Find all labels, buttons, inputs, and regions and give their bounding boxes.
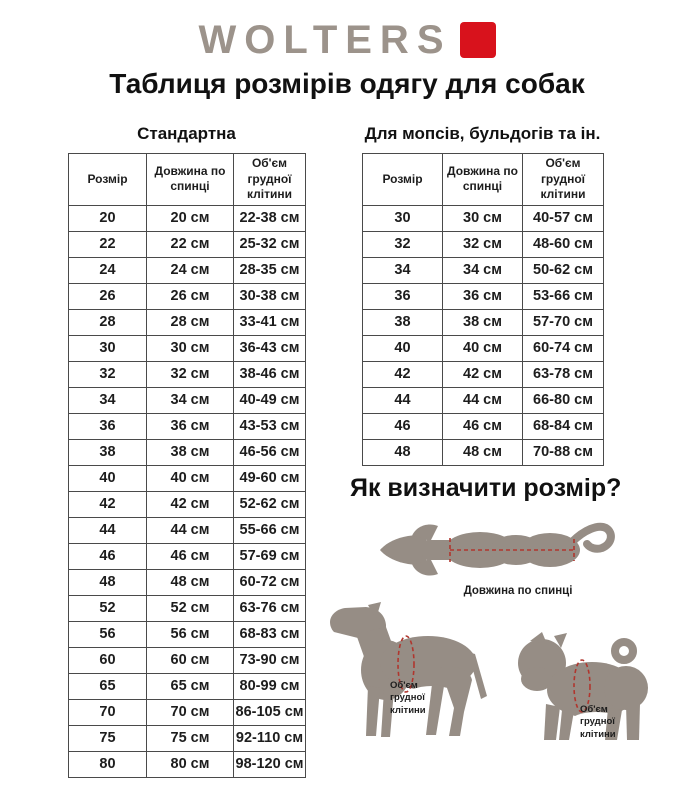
table-cell: 80 см xyxy=(147,751,234,777)
column-header-size: Розмір xyxy=(69,154,147,206)
table-cell: 20 см xyxy=(147,205,234,231)
table-cell: 38 см xyxy=(147,439,234,465)
table-row xyxy=(363,283,604,309)
table-row xyxy=(363,387,604,413)
chest-girth-label: Об'єм грудної клітини xyxy=(390,680,426,716)
table-cell: 36 xyxy=(69,413,147,439)
table-cell: 22 см xyxy=(147,231,234,257)
table-cell: 73-90 см xyxy=(234,647,306,673)
table-row xyxy=(69,621,306,647)
table-cell: 38 xyxy=(69,439,147,465)
table-cell: 42 xyxy=(69,491,147,517)
chest-girth-label: Об'єм грудної клітини xyxy=(580,704,616,740)
table-cell: 26 xyxy=(69,283,147,309)
table-cell: 28-35 см xyxy=(234,257,306,283)
table-cell: 80 xyxy=(69,751,147,777)
table-cell: 30 xyxy=(69,335,147,361)
table-cell: 86-105 см xyxy=(234,699,306,725)
table-cell: 70 xyxy=(69,699,147,725)
table-cell: 70 см xyxy=(147,699,234,725)
table-cell: 63-76 см xyxy=(234,595,306,621)
table-cell: 57-69 см xyxy=(234,543,306,569)
table-row xyxy=(69,491,306,517)
table-cell: 40-57 см xyxy=(523,205,604,231)
table-cell: 44 см xyxy=(443,387,523,413)
page-title: Таблиця розмірів одягу для собак xyxy=(109,68,585,99)
table-cell: 60-74 см xyxy=(523,335,604,361)
table-cell: 32 xyxy=(69,361,147,387)
brand-logo xyxy=(0,16,694,64)
table-cell: 53-66 см xyxy=(523,283,604,309)
standard-size-table xyxy=(68,153,306,778)
standard-table-caption: Стандартна xyxy=(137,124,236,143)
standard-size-table-section xyxy=(68,124,305,778)
table-cell: 20 xyxy=(69,205,147,231)
column-header-chest-girth: Об'єм грудної клітини xyxy=(523,154,604,206)
column-header-back-length: Довжина по спинці xyxy=(443,154,523,206)
table-cell: 57-70 см xyxy=(523,309,604,335)
column-header-back-length: Довжина по спинці xyxy=(147,154,234,206)
table-row xyxy=(363,361,604,387)
table-row xyxy=(69,387,306,413)
table-row xyxy=(363,335,604,361)
table-row xyxy=(69,673,306,699)
dog-top-view-icon xyxy=(378,518,618,582)
table-cell: 33-41 см xyxy=(234,309,306,335)
table-row xyxy=(69,595,306,621)
table-cell: 36 xyxy=(363,283,443,309)
table-row xyxy=(363,257,604,283)
table-cell: 38-46 см xyxy=(234,361,306,387)
logo-wordmark: WOLTERS xyxy=(198,18,452,62)
table-cell: 48 см xyxy=(147,569,234,595)
table-cell: 75 xyxy=(69,725,147,751)
table-cell: 49-60 см xyxy=(234,465,306,491)
table-cell: 46 xyxy=(363,413,443,439)
table-row xyxy=(69,569,306,595)
table-cell: 44 xyxy=(363,387,443,413)
table-cell: 52 см xyxy=(147,595,234,621)
table-row xyxy=(69,465,306,491)
table-cell: 63-78 см xyxy=(523,361,604,387)
table-cell: 46 см xyxy=(443,413,523,439)
table-cell: 52-62 см xyxy=(234,491,306,517)
table-cell: 22-38 см xyxy=(234,205,306,231)
table-cell: 24 см xyxy=(147,257,234,283)
table-cell: 40 см xyxy=(443,335,523,361)
table-row xyxy=(363,205,604,231)
table-row xyxy=(69,257,306,283)
table-cell: 34 см xyxy=(443,257,523,283)
table-cell: 92-110 см xyxy=(234,725,306,751)
table-cell: 98-120 см xyxy=(234,751,306,777)
table-row xyxy=(69,725,306,751)
pug-bulldog-size-table-section xyxy=(362,124,603,466)
table-row xyxy=(69,543,306,569)
table-cell: 44 см xyxy=(147,517,234,543)
table-cell: 38 xyxy=(363,309,443,335)
table-cell: 32 см xyxy=(443,231,523,257)
dog-side-view-illustration xyxy=(328,602,488,742)
table-cell: 56 см xyxy=(147,621,234,647)
table-cell: 32 см xyxy=(147,361,234,387)
table-row xyxy=(363,309,604,335)
header-row xyxy=(363,154,604,206)
table-row xyxy=(69,283,306,309)
table-cell: 40-49 см xyxy=(234,387,306,413)
table-cell: 56 xyxy=(69,621,147,647)
back-length-label: Довжина по спинці xyxy=(463,585,573,597)
dog-top-view-illustration xyxy=(378,518,618,582)
table-cell: 60 xyxy=(69,647,147,673)
table-cell: 38 см xyxy=(443,309,523,335)
table-cell: 75 см xyxy=(147,725,234,751)
table-cell: 42 см xyxy=(443,361,523,387)
pug-bulldog-size-table xyxy=(362,153,604,466)
table-cell: 36 см xyxy=(147,413,234,439)
table-cell: 25-32 см xyxy=(234,231,306,257)
table-row xyxy=(69,205,306,231)
logo-red-square xyxy=(460,22,496,58)
table-row xyxy=(69,699,306,725)
table-cell: 46 xyxy=(69,543,147,569)
table-cell: 36 см xyxy=(443,283,523,309)
table-cell: 48 xyxy=(69,569,147,595)
table-cell: 46-56 см xyxy=(234,439,306,465)
table-cell: 42 см xyxy=(147,491,234,517)
table-cell: 65 xyxy=(69,673,147,699)
table-row xyxy=(363,439,604,465)
table-row xyxy=(69,439,306,465)
table-cell: 40 xyxy=(69,465,147,491)
table-row xyxy=(69,361,306,387)
table-cell: 43-53 см xyxy=(234,413,306,439)
column-header-chest-girth: Об'єм грудної клітини xyxy=(234,154,306,206)
table-cell: 48 см xyxy=(443,439,523,465)
table-cell: 68-83 см xyxy=(234,621,306,647)
table-cell: 24 xyxy=(69,257,147,283)
table-cell: 32 xyxy=(363,231,443,257)
table-cell: 48-60 см xyxy=(523,231,604,257)
table-cell: 26 см xyxy=(147,283,234,309)
table-row xyxy=(363,231,604,257)
column-header-size: Розмір xyxy=(363,154,443,206)
pug-bulldog-table-caption: Для мопсів, бульдогів та ін. xyxy=(364,124,601,143)
table-cell: 66-80 см xyxy=(523,387,604,413)
table-cell: 52 xyxy=(69,595,147,621)
table-row xyxy=(69,647,306,673)
table-row xyxy=(69,751,306,777)
table-cell: 80-99 см xyxy=(234,673,306,699)
table-cell: 30-38 см xyxy=(234,283,306,309)
table-cell: 55-66 см xyxy=(234,517,306,543)
table-row xyxy=(363,413,604,439)
table-cell: 30 см xyxy=(147,335,234,361)
bulldog-side-view-illustration xyxy=(512,630,660,744)
table-cell: 40 см xyxy=(147,465,234,491)
table-cell: 70-88 см xyxy=(523,439,604,465)
table-cell: 34 см xyxy=(147,387,234,413)
table-cell: 30 см xyxy=(443,205,523,231)
table-cell: 28 xyxy=(69,309,147,335)
table-row xyxy=(69,335,306,361)
table-cell: 46 см xyxy=(147,543,234,569)
table-cell: 60 см xyxy=(147,647,234,673)
table-row xyxy=(69,517,306,543)
dog-side-view-icon xyxy=(328,602,488,742)
table-row xyxy=(69,413,306,439)
table-cell: 40 xyxy=(363,335,443,361)
table-cell: 34 xyxy=(363,257,443,283)
table-cell: 60-72 см xyxy=(234,569,306,595)
table-cell: 48 xyxy=(363,439,443,465)
table-row xyxy=(69,309,306,335)
table-cell: 36-43 см xyxy=(234,335,306,361)
table-cell: 22 xyxy=(69,231,147,257)
how-to-measure-title: Як визначити розмір? xyxy=(350,474,622,502)
table-cell: 50-62 см xyxy=(523,257,604,283)
table-cell: 28 см xyxy=(147,309,234,335)
table-cell: 30 xyxy=(363,205,443,231)
table-cell: 65 см xyxy=(147,673,234,699)
table-cell: 44 xyxy=(69,517,147,543)
table-cell: 34 xyxy=(69,387,147,413)
header-row xyxy=(69,154,306,206)
table-row xyxy=(69,231,306,257)
table-cell: 68-84 см xyxy=(523,413,604,439)
table-cell: 42 xyxy=(363,361,443,387)
